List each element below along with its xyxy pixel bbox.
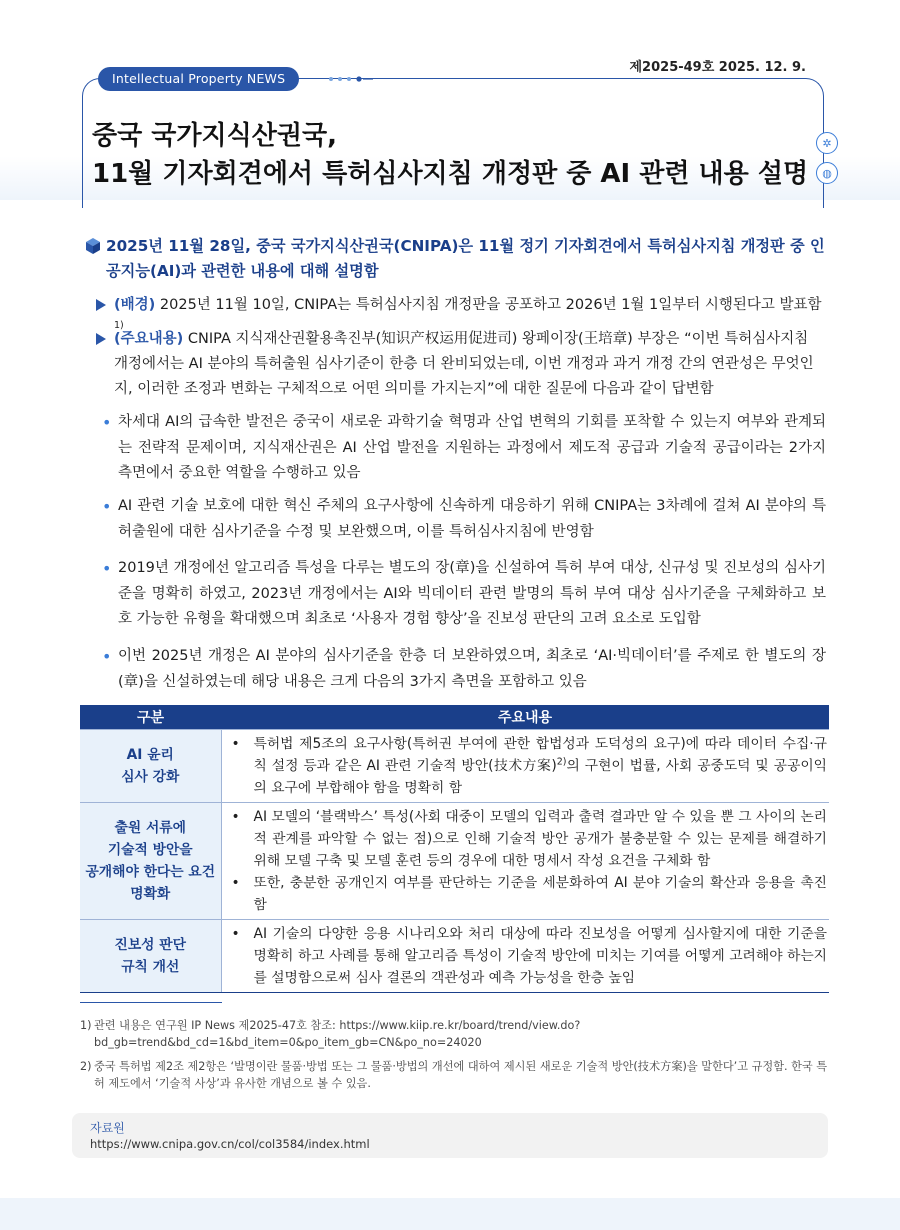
table-row <box>80 919 829 992</box>
background-tag: (배경) <box>114 297 156 313</box>
main-content-item <box>96 327 826 402</box>
table-row <box>80 729 829 802</box>
source-box <box>72 1113 828 1158</box>
triangle-bullet-icon <box>96 333 106 345</box>
bullet-item <box>100 556 826 633</box>
network-icon: ✲ <box>816 132 838 154</box>
issue-number: 제2025-49호 2025. 12. 9. <box>629 60 806 75</box>
desc-text: 특허법 제5조의 요구사항(특허권 부여에 관한 합법성과 도덕성의 요구)에 따라 데이터 수집·규칙 설정 등과 같은 AI 관련 기술적 방안(技术方案) <box>253 735 827 774</box>
page-title <box>92 117 812 193</box>
category-line: 심사 강화 <box>121 768 180 785</box>
desc-text: 또한, 충분한 공개인지 여부를 판단하는 기준을 세분화하여 AI 분야 기술의 확산과 응용을 촉진함 <box>253 874 827 913</box>
bullet-text: AI 관련 기술 보호에 대한 혁신 주체의 요구사항에 신속하게 대응하기 위해 CNIPA는 3차례에 걸쳐 AI 분야의 특허출원에 대한 심사기준을 수정 및 보완했으며, 이를 특허심사지침에 반영함 <box>118 498 826 540</box>
row-description <box>221 729 829 802</box>
footnote-number: 2) <box>80 1060 92 1073</box>
background-text: 2025년 11월 10일, CNIPA는 특허심사지침 개정판을 공포하고 2026년 1월 1일부터 시행된다고 발표함 <box>155 297 822 313</box>
table-row <box>80 802 829 919</box>
description-item <box>230 806 830 872</box>
triangle-bullet-icon <box>96 299 106 311</box>
main-content-tag: (주요내용) <box>114 331 184 347</box>
desc-text: AI 모델의 ‘블랙박스’ 특성(사회 대중이 모델의 입력과 출력 결과만 알 수 있을 뿐 그 사이의 논리적 관계를 파악할 수 없는 점)으로 인해 기술적 방안 공개가 불충분할 수 있는 문제를 해결하기 위해 모델 구축 및 모델 훈련 등의 경우에 대한 명세서 작성 요건을 구체화 함 <box>253 808 827 869</box>
row-category <box>80 729 221 802</box>
footnote-divider <box>80 1002 222 1003</box>
lead-paragraph <box>86 234 826 284</box>
row-category <box>80 919 221 992</box>
category-line: AI 윤리 <box>126 746 174 763</box>
summary-table <box>80 705 829 993</box>
footnote-text: 관련 내용은 연구원 IP News 제2025-47호 참조: https://www.kiip.re.kr/board/trend/view.do?bd_gb=trend&bd_cd=1&bd_item=0&po_item_gb=CN&po_no=24020 <box>94 1019 581 1049</box>
title-line-1: 중국 국가지식산권국, <box>92 121 337 151</box>
bullet-text: 이번 2025년 개정은 AI 분야의 심사기준을 한층 더 보완하였으며, 최초로 ‘AI·빅데이터’를 주제로 한 별도의 장(章)을 신설하였는데 해당 내용은 크게 다음의 3가지 측면을 포함하고 있음 <box>118 648 826 690</box>
desc-text: AI 기술의 다양한 응용 시나리오와 처리 대상에 따라 진보성을 어떻게 심사할지에 대한 기준을 명확히 하고 사례를 통해 알고리즘 특성이 기술적 방안에 미치는 기여를 어떻게 고려해야 하는지를 설명함으로써 심사 결론의 객관성과 예측 가능성을 한층 높임 <box>253 925 827 986</box>
lead-text: 2025년 11월 28일, 중국 국가지식산권국(CNIPA)은 11월 정기 기자회견에서 특허심사지침 개정판 중 인공지능(AI)과 관련한 내용에 대해 설명함 <box>106 237 825 280</box>
bullet-item <box>100 644 826 695</box>
description-item <box>230 923 830 989</box>
footnote-ref-2: 2) <box>556 755 567 767</box>
source-link[interactable]: https://www.cnipa.gov.cn/col/col3584/index.html <box>90 1137 370 1151</box>
newsletter-badge: Intellectual Property NEWS <box>98 67 299 91</box>
table-header-row <box>80 705 829 729</box>
desc-text: 의 구현이 법률, 사회 공중도덕 및 공공이익의 요구에 부합해야 함을 명확히 함 <box>253 757 827 796</box>
category-line: 출원 서류에 <box>114 819 186 836</box>
category-line: 진보성 판단 <box>114 936 186 953</box>
bullet-dot-icon: • <box>102 559 112 578</box>
bullet-item <box>100 494 826 545</box>
bullet-dot-icon: • <box>102 413 112 432</box>
bullet-dot-icon: • <box>102 497 112 516</box>
decorative-dots-icon <box>327 74 373 84</box>
footnote-number: 1) <box>80 1019 92 1032</box>
footnote-2 <box>80 1058 828 1092</box>
main-content-text: CNIPA 지식재산권활용촉진부(知识产权运用促进司) 왕페이장(王培章) 부장은 “이번 특허심사지침 개정에서는 AI 분야의 특허출원 심사기준이 한층 더 완비되었는데, 이번 개정과 과거 개정 간의 연관성은 무엇인지, 이러한 조정과 변화는 구체적으로 어떤 의미를 가지는지”에 대한 질문에 다음과 같이 답변함 <box>114 331 814 397</box>
footnote-text: 중국 특허법 제2조 제2항은 ‘발명이란 물품·방법 또는 그 물품·방법의 개선에 대하여 제시된 새로운 기술적 방안(技术方案)을 말한다’고 규정함. 한국 특허 제도에서 ‘기술적 사상’과 유사한 개념으로 볼 수 있음. <box>94 1060 828 1090</box>
row-description <box>221 802 829 919</box>
globe-icon: ◍ <box>816 162 838 184</box>
header-category: 구분 <box>80 705 221 729</box>
category-line: 규칙 개선 <box>121 958 180 975</box>
footnote-ref-1: 1) <box>114 320 124 332</box>
bullet-text: 차세대 AI의 급속한 발전은 중국이 새로운 과학기술 혁명과 산업 변혁의 기회를 포착할 수 있는지 여부와 관계되는 전략적 문제이며, 지식재산권은 AI 산업 발전을 지원하는 과정에서 제도적 공급과 기술적 공급이라는 2가지 측면에서 중요한 역할을 수행하고 있음 <box>118 414 826 481</box>
row-description <box>221 919 829 992</box>
description-item <box>230 733 830 799</box>
category-line: 명확화 <box>130 885 171 902</box>
category-line: 공개해야 한다는 요건 <box>85 863 216 880</box>
category-line: 기술적 방안을 <box>107 841 193 858</box>
bullet-text: 2019년 개정에선 알고리즘 특성을 다루는 별도의 장(章)을 신설하여 특허 부여 대상, 신규성 및 진보성의 심사기준을 명확히 하였고, 2023년 개정에서는 AI와 빅데이터 관련 발명의 특허 부여 대상 심사기준을 구체화하고 보호 가능한 유형을 확대했으며 최초로 ‘사용자 경험 향상’을 진보성 판단의 고려 요소로 도입함 <box>118 560 826 627</box>
footnote-1 <box>80 1017 828 1051</box>
description-item <box>230 872 830 916</box>
cube-bullet-icon <box>86 238 100 254</box>
row-category <box>80 802 221 919</box>
header-content: 주요내용 <box>221 705 829 729</box>
title-line-2: 11월 기자회견에서 특허심사지침 개정판 중 AI 관련 내용 설명 <box>92 159 809 189</box>
source-label: 자료원 <box>90 1121 125 1135</box>
side-icons <box>816 132 838 192</box>
bullet-item <box>100 410 826 487</box>
bullet-dot-icon: • <box>102 647 112 666</box>
footer-band <box>0 1198 900 1230</box>
